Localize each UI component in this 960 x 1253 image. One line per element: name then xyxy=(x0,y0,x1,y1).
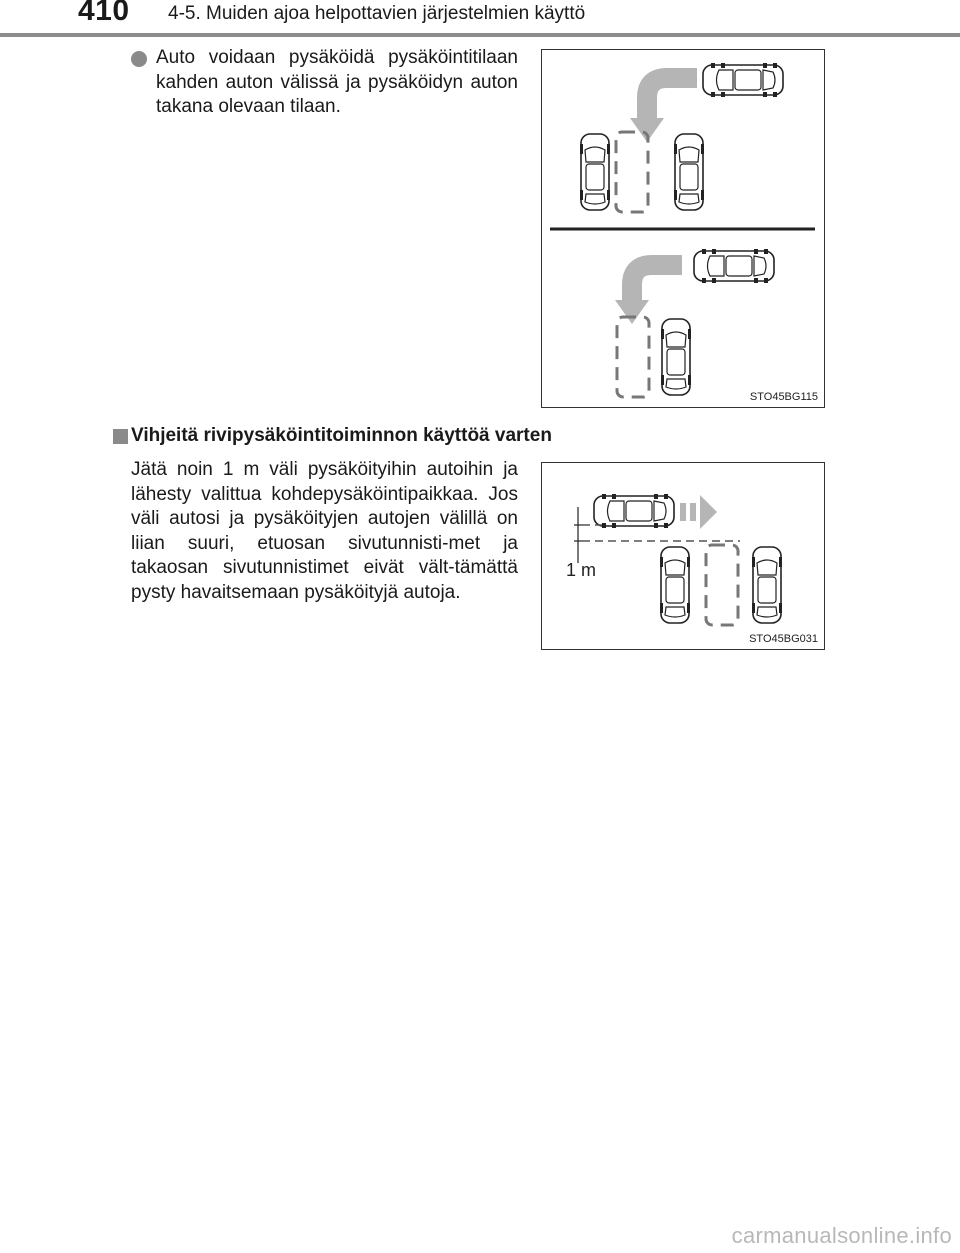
figure-code: STO45BG031 xyxy=(749,633,818,645)
section-title: 4-5. Muiden ajoa helpottavien järjestelmien käyttö xyxy=(168,3,586,24)
distance-illustration xyxy=(542,463,826,651)
watermark: carmanualsonline.info xyxy=(731,1223,952,1248)
parking-illustration xyxy=(542,50,826,409)
figure-code: STO45BG115 xyxy=(749,391,818,403)
header-divider xyxy=(0,33,960,37)
distance-figure xyxy=(541,462,825,650)
page-header xyxy=(0,0,960,40)
page-number: 410 xyxy=(78,0,130,27)
parking-spaces-figure xyxy=(541,49,825,408)
bullet-icon xyxy=(131,51,147,67)
tips-heading: Vihjeitä rivipysäköintitoiminnon käyttöä varten xyxy=(131,425,552,446)
distance-label: 1 m xyxy=(566,560,597,580)
bullet-paragraph: Auto voidaan pysäköidä pysäköintitilaan kahden auton välissä ja pysäköidyn auton takana olevaan tilaan. xyxy=(156,47,518,117)
square-bullet-icon xyxy=(113,429,128,444)
tips-paragraph: Jätä noin 1 m väli pysäköityihin autoihin ja lähesty valittua kohdepysäköintipaikkaa. Jos väli autosi ja pysäköityjen autojen välillä on liian suuri, etuosan sivutunnisti-met ja takaosan sivutunnistimet eivät vält-tämättä pysty havaitsemaan pysäköityjä autoja. xyxy=(131,459,518,603)
